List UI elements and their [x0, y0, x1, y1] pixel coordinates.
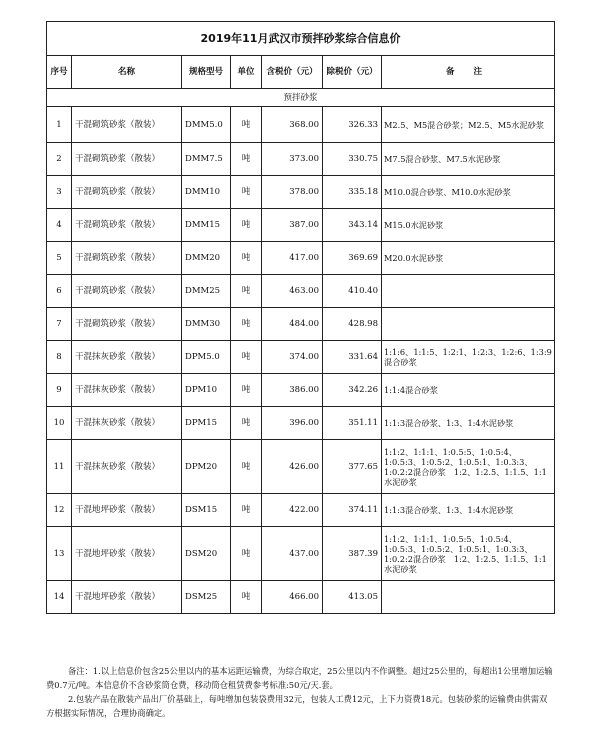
header-tax-incl: 含税价（元） [262, 56, 323, 89]
section-label: 预拌砂浆 [47, 89, 555, 107]
table-body [47, 107, 555, 614]
cell-remark [382, 581, 555, 614]
table-row [47, 176, 555, 209]
cell-seq: 6 [47, 275, 72, 308]
cell-tax-incl: 484.00 [262, 308, 323, 341]
cell-unit: 吨 [231, 341, 262, 374]
cell-name: 干混地坪砂浆（散装） [72, 581, 182, 614]
cell-seq: 7 [47, 308, 72, 341]
cell-unit: 吨 [231, 143, 262, 176]
cell-seq: 8 [47, 341, 72, 374]
page-title: 2019年11月武汉市预拌砂浆综合信息价 [47, 22, 555, 56]
table-row [47, 494, 555, 527]
cell-remark [382, 275, 555, 308]
cell-spec: DMM20 [182, 242, 231, 275]
cell-remark: M2.5、M5混合砂浆；M2.5、M5水泥砂浆 [382, 107, 555, 143]
cell-remark: 1:1:6、1:1:5、1:2:1、1:2:3、1:2:6、1:3:9混合砂浆 [382, 341, 555, 374]
cell-name: 干混砌筑砂浆（散装） [72, 107, 182, 143]
footnote-line-1: 备注：1.以上信息价包含25公里以内的基本运距运输费，为综合取定，25公里以内不作调整。超过25公里的，每超出1公里增加运输费0.7元/吨。本信息价不含砂浆筒仓费，移动筒仓租赁费参考标准:50元/天.套。 [46, 666, 553, 690]
cell-tax-incl: 417.00 [262, 242, 323, 275]
table-row [47, 341, 555, 374]
cell-seq: 2 [47, 143, 72, 176]
header-remark: 备 注 [382, 56, 555, 89]
cell-tax-excl: 335.18 [323, 176, 382, 209]
cell-remark: 1:1:3混合砂浆、1:3、1:4水泥砂浆 [382, 494, 555, 527]
cell-unit: 吨 [231, 242, 262, 275]
cell-seq: 4 [47, 209, 72, 242]
table-row [47, 440, 555, 494]
table-row [47, 308, 555, 341]
table-row [47, 143, 555, 176]
cell-spec: DPM20 [182, 440, 231, 494]
cell-tax-excl: 369.69 [323, 242, 382, 275]
cell-remark [382, 308, 555, 341]
cell-remark: 1:1:3混合砂浆、1:3、1:4水泥砂浆 [382, 407, 555, 440]
cell-tax-incl: 378.00 [262, 176, 323, 209]
cell-tax-excl: 330.75 [323, 143, 382, 176]
cell-tax-incl: 373.00 [262, 143, 323, 176]
table-row [47, 242, 555, 275]
cell-unit: 吨 [231, 527, 262, 581]
cell-unit: 吨 [231, 308, 262, 341]
cell-tax-incl: 426.00 [262, 440, 323, 494]
cell-seq: 1 [47, 107, 72, 143]
cell-tax-incl: 368.00 [262, 107, 323, 143]
cell-spec: DMM5.0 [182, 107, 231, 143]
cell-unit: 吨 [231, 440, 262, 494]
cell-name: 干混砌筑砂浆（散装） [72, 242, 182, 275]
cell-tax-incl: 422.00 [262, 494, 323, 527]
cell-spec: DMM30 [182, 308, 231, 341]
price-table [46, 21, 555, 614]
cell-seq: 13 [47, 527, 72, 581]
cell-seq: 9 [47, 374, 72, 407]
cell-tax-incl: 396.00 [262, 407, 323, 440]
header-unit: 单位 [231, 56, 262, 89]
cell-unit: 吨 [231, 176, 262, 209]
cell-tax-excl: 387.39 [323, 527, 382, 581]
cell-tax-excl: 342.26 [323, 374, 382, 407]
cell-name: 干混抹灰砂浆（散装） [72, 407, 182, 440]
cell-unit: 吨 [231, 374, 262, 407]
cell-name: 干混砌筑砂浆（散装） [72, 308, 182, 341]
cell-spec: DMM15 [182, 209, 231, 242]
cell-spec: DMM25 [182, 275, 231, 308]
cell-unit: 吨 [231, 407, 262, 440]
footnote [46, 664, 554, 720]
table-row [47, 407, 555, 440]
cell-tax-excl: 377.65 [323, 440, 382, 494]
cell-seq: 12 [47, 494, 72, 527]
cell-spec: DSM20 [182, 527, 231, 581]
table-row [47, 107, 555, 143]
cell-tax-incl: 463.00 [262, 275, 323, 308]
cell-unit: 吨 [231, 494, 262, 527]
cell-spec: DPM5.0 [182, 341, 231, 374]
cell-remark: M20.0水泥砂浆 [382, 242, 555, 275]
cell-tax-excl: 326.33 [323, 107, 382, 143]
cell-tax-excl: 343.14 [323, 209, 382, 242]
cell-name: 干混抹灰砂浆（散装） [72, 374, 182, 407]
cell-spec: DSM25 [182, 581, 231, 614]
cell-tax-excl: 413.05 [323, 581, 382, 614]
cell-seq: 10 [47, 407, 72, 440]
cell-name: 干混砌筑砂浆（散装） [72, 275, 182, 308]
cell-unit: 吨 [231, 107, 262, 143]
cell-spec: DPM10 [182, 374, 231, 407]
header-spec: 规格型号 [182, 56, 231, 89]
cell-name: 干混砌筑砂浆（散装） [72, 143, 182, 176]
cell-seq: 5 [47, 242, 72, 275]
cell-unit: 吨 [231, 581, 262, 614]
cell-spec: DMM10 [182, 176, 231, 209]
table-row [47, 374, 555, 407]
cell-tax-incl: 374.00 [262, 341, 323, 374]
header-tax-excl: 除税价（元） [323, 56, 382, 89]
cell-name: 干混抹灰砂浆（散装） [72, 341, 182, 374]
cell-remark: M10.0混合砂浆、M10.0水泥砂浆 [382, 176, 555, 209]
cell-remark: M7.5混合砂浆、M7.5水泥砂浆 [382, 143, 555, 176]
table-row [47, 275, 555, 308]
cell-remark: M15.0水泥砂浆 [382, 209, 555, 242]
cell-name: 干混地坪砂浆（散装） [72, 527, 182, 581]
cell-name: 干混砌筑砂浆（散装） [72, 209, 182, 242]
cell-spec: DMM7.5 [182, 143, 231, 176]
cell-tax-excl: 331.64 [323, 341, 382, 374]
cell-name: 干混地坪砂浆（散装） [72, 494, 182, 527]
cell-tax-excl: 410.40 [323, 275, 382, 308]
cell-tax-incl: 437.00 [262, 527, 323, 581]
table-row [47, 527, 555, 581]
table-row [47, 581, 555, 614]
cell-seq: 3 [47, 176, 72, 209]
cell-remark: 1:1:2、1:1:1、1:0.5:5、1:0.5:4、1:0.5:3、1:0.5:2、1:0.5:1、1:0.3:3、1:0.2:2混合砂浆 1:2、1:2.5、1:1.5、1:1水泥砂浆 [382, 440, 555, 494]
cell-seq: 14 [47, 581, 72, 614]
cell-unit: 吨 [231, 209, 262, 242]
cell-tax-excl: 428.98 [323, 308, 382, 341]
cell-spec: DSM15 [182, 494, 231, 527]
cell-seq: 11 [47, 440, 72, 494]
cell-tax-excl: 374.11 [323, 494, 382, 527]
cell-tax-excl: 351.11 [323, 407, 382, 440]
footnote-line-2: 2.包装产品在散装产品出厂价基础上，每吨增加包装袋费用32元，包装人工费12元，上下力资费18元。包装砂浆的运输费由供需双方根据实际情况，合理协商确定。 [46, 694, 548, 718]
header-seq: 序号 [47, 56, 72, 89]
table-row [47, 209, 555, 242]
cell-tax-incl: 386.00 [262, 374, 323, 407]
cell-name: 干混抹灰砂浆（散装） [72, 440, 182, 494]
header-name: 名称 [72, 56, 182, 89]
cell-tax-incl: 466.00 [262, 581, 323, 614]
cell-tax-incl: 387.00 [262, 209, 323, 242]
cell-remark: 1:1:2、1:1:1、1:0.5:5、1:0.5:4、1:0.5:3、1:0.5:2、1:0.5:1、1:0.3:3、1:0.2:2混合砂浆 1:2、1:2.5、1:1.5、1:1水泥砂浆 [382, 527, 555, 581]
cell-name: 干混砌筑砂浆（散装） [72, 176, 182, 209]
cell-remark: 1:1:4混合砂浆 [382, 374, 555, 407]
cell-spec: DPM15 [182, 407, 231, 440]
cell-unit: 吨 [231, 275, 262, 308]
